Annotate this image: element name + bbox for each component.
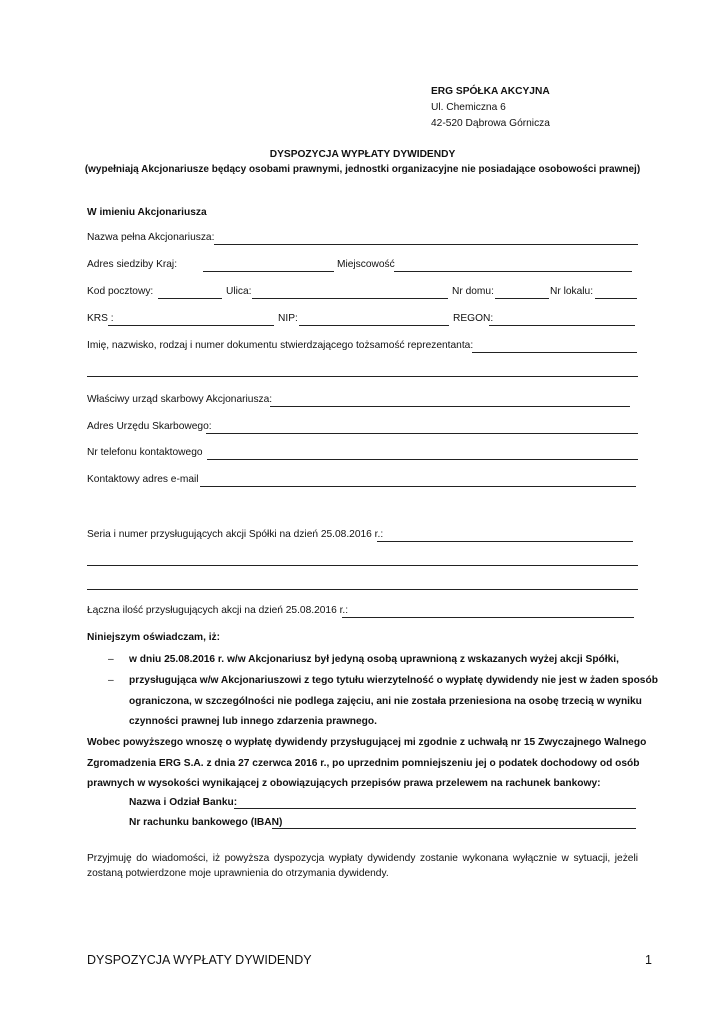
country-label: Adres siedziby Kraj: <box>87 259 178 270</box>
series-label: Seria i numer przysługujących akcji Spółki na dzień 25.08.2016 r.: <box>87 529 384 540</box>
krs-label: KRS : <box>87 313 114 324</box>
nip-field[interactable] <box>299 325 449 326</box>
section-heading: W imieniu Akcjonariusza <box>87 207 207 218</box>
company-city: 42-520 Dąbrowa Górnicza <box>431 118 550 129</box>
declaration-item-2-line-2: ograniczona, w szczególności nie podlega zajęciu, ani nie została przeniesiona na osobę trzecią w wyniku <box>129 696 642 707</box>
request-paragraph-line-1: Wobec powyższego wnoszę o wypłatę dywidendy przysługującej mi zgodnie z uchwałą nr 15 Zwyczajnego Walnego <box>87 737 647 748</box>
phone-field[interactable] <box>207 459 638 460</box>
note-line-2: zostaną potwierdzone moje uprawnienia do otrzymania dywidendy. <box>87 868 389 879</box>
full-name-label: Nazwa pełna Akcjonariusza: <box>87 232 215 243</box>
full-name-field[interactable] <box>214 244 638 245</box>
country-field[interactable] <box>203 271 334 272</box>
tax-office-address-label: Adres Urzędu Skarbowego: <box>87 421 212 432</box>
tax-office-label: Właściwy urząd skarbowy Akcjonariusza: <box>87 394 273 405</box>
dash-bullet-2: – <box>108 675 114 686</box>
flat-no-field[interactable] <box>595 298 637 299</box>
note-line-1: Przyjmuję do wiadomości, iż powyższa dyspozycja wypłaty dywidendy zostanie wykonana wyłącznie w sytuacji, jeżeli <box>87 853 638 864</box>
series-field[interactable] <box>377 541 633 542</box>
tax-office-address-field[interactable] <box>206 433 638 434</box>
declaration-item-2-line-1: przysługująca w/w Akcjonariuszowi z tego tytułu wierzytelność o wypłatę dywidendy nie jest w żaden sposób <box>129 675 658 686</box>
street-field[interactable] <box>252 298 448 299</box>
footer-title: DYSPOZYCJA WYPŁATY DYWIDENDY <box>87 953 312 967</box>
bank-name-label: Nazwa i Odział Banku: <box>129 797 238 808</box>
phone-label: Nr telefonu kontaktowego <box>87 447 203 458</box>
house-no-label: Nr domu: <box>452 286 494 297</box>
request-paragraph-line-3: prawnych w wysokości wynikającej z obowiązujących przepisów prawa przelewem na rachunek bankowy: <box>87 778 601 789</box>
email-label: Kontaktowy adres e-mail <box>87 474 199 485</box>
place-label: Miejscowość <box>337 259 395 270</box>
company-name: ERG SPÓŁKA AKCYJNA <box>431 86 550 97</box>
flat-no-label: Nr lokalu: <box>550 286 594 297</box>
company-street: Ul. Chemiczna 6 <box>431 102 506 113</box>
street-label: Ulica: <box>226 286 252 297</box>
regon-label: REGON: <box>453 313 494 324</box>
bank-name-field[interactable] <box>234 808 636 809</box>
postal-field[interactable] <box>158 298 222 299</box>
regon-field[interactable] <box>489 325 635 326</box>
iban-field[interactable] <box>272 828 636 829</box>
krs-field[interactable] <box>108 325 274 326</box>
house-no-field[interactable] <box>495 298 549 299</box>
nip-label: NIP: <box>278 313 298 324</box>
series-field-line-2[interactable] <box>87 565 638 566</box>
total-shares-field[interactable] <box>342 617 634 618</box>
iban-label: Nr rachunku bankowego (IBAN) <box>129 817 283 828</box>
page-number: 1 <box>645 953 652 967</box>
series-field-line-3[interactable] <box>87 589 638 590</box>
postal-label: Kod pocztowy: <box>87 286 154 297</box>
representative-label: Imię, nazwisko, rodzaj i numer dokumentu stwierdzającego tożsamość reprezentanta: <box>87 340 474 351</box>
tax-office-field[interactable] <box>270 406 630 407</box>
dash-bullet-1: – <box>108 654 114 665</box>
declaration-heading: Niniejszym oświadczam, iż: <box>87 632 221 643</box>
representative-field-continued[interactable] <box>87 376 638 377</box>
declaration-item-1: w dniu 25.08.2016 r. w/w Akcjonariusz był jedyną osobą uprawnioną z wskazanych wyżej akcji Spółki, <box>129 654 619 665</box>
representative-field[interactable] <box>472 352 637 353</box>
place-field[interactable] <box>394 271 632 272</box>
document-title: DYSPOZYCJA WYPŁATY DYWIDENDY <box>269 149 456 160</box>
request-paragraph-line-2: Zgromadzenia ERG S.A. z dnia 27 czerwca 2016 r., po uprzednim pomniejszeniu jej o podatek dochodowy od osób <box>87 758 640 769</box>
total-shares-label: Łączna ilość przysługujących akcji na dzień 25.08.2016 r.: <box>87 605 349 616</box>
declaration-item-2-line-3: czynności prawnej lub innego zdarzenia prawnego. <box>129 716 377 727</box>
document-subtitle: (wypełniają Akcjonariusze będący osobami prawnymi, jednostki organizacyjne nie posiadające osobowości prawnej) <box>84 164 641 175</box>
email-field[interactable] <box>200 486 636 487</box>
